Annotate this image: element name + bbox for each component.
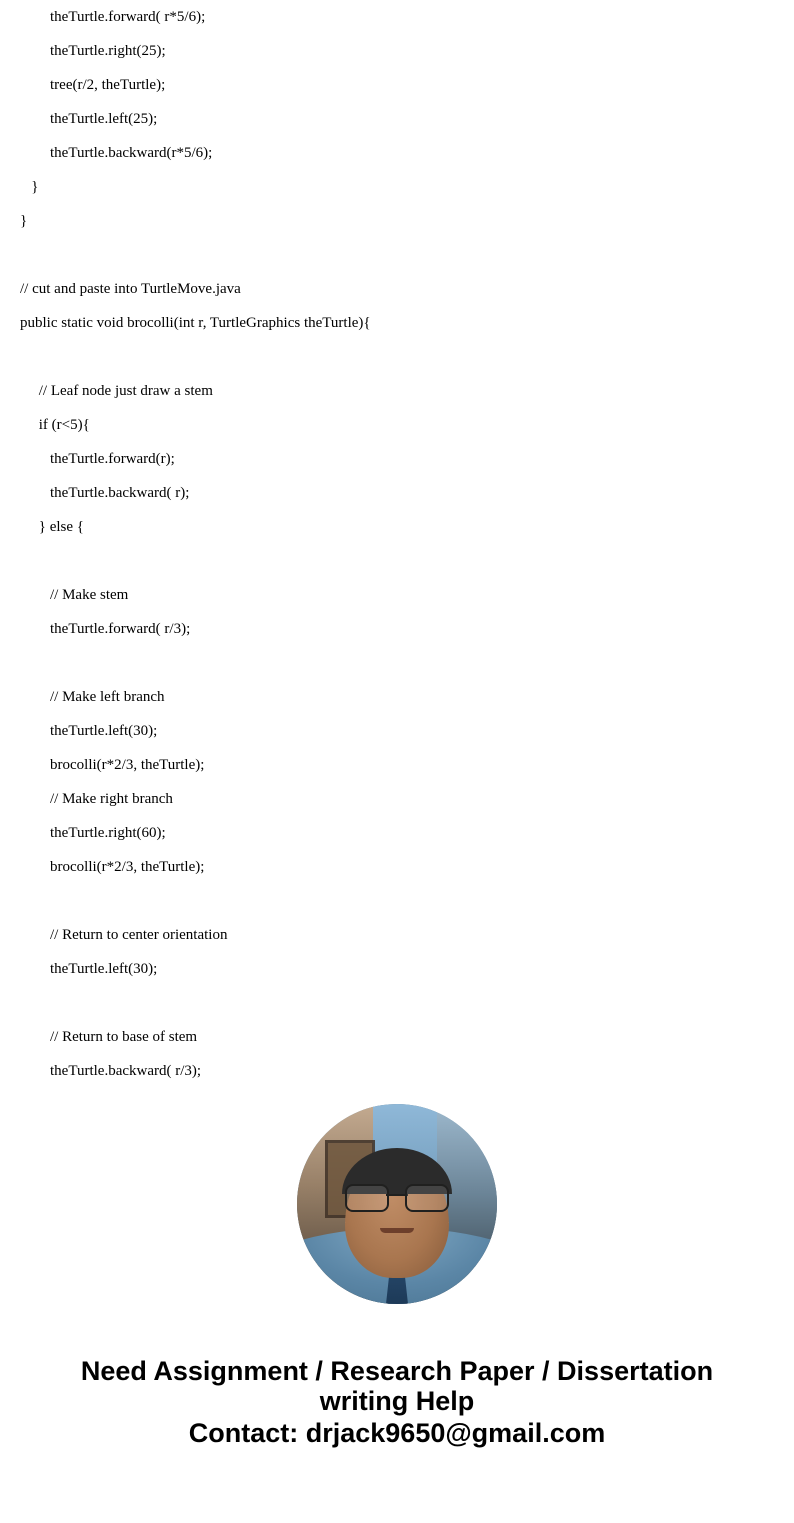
code-line: } xyxy=(20,213,28,229)
spacer xyxy=(20,238,774,272)
code-line: theTurtle.left(25); xyxy=(20,111,158,127)
code-line: } xyxy=(20,179,39,195)
code-block-top xyxy=(20,0,774,238)
code-block-body xyxy=(20,374,774,1088)
code-line: theTurtle.right(25); xyxy=(20,43,166,59)
code-line: theTurtle.left(30); xyxy=(20,961,158,977)
code-line: // Make right branch xyxy=(20,791,173,807)
code-line: theTurtle.left(30); xyxy=(20,723,158,739)
code-line: tree(r/2, theTurtle); xyxy=(20,77,166,93)
code-line: theTurtle.backward( r/3); xyxy=(20,1063,202,1079)
code-line: // Leaf node just draw a stem xyxy=(20,383,213,399)
code-line: brocolli(r*2/3, theTurtle); xyxy=(20,859,205,875)
avatar-mouth xyxy=(380,1228,414,1233)
code-line: theTurtle.forward( r*5/6); xyxy=(20,9,206,25)
code-line: // Return to base of stem xyxy=(20,1029,198,1045)
avatar xyxy=(297,1104,497,1304)
comment-cut-and-paste: // cut and paste into TurtleMove.java xyxy=(20,281,241,297)
method-signature: public static void brocolli(int r, TurtleGraphics theTurtle){ xyxy=(20,315,371,331)
code-line: theTurtle.forward(r); xyxy=(20,451,175,467)
code-line: brocolli(r*2/3, theTurtle); xyxy=(20,757,205,773)
code-line: // Make left branch xyxy=(20,689,165,705)
glasses-lens-right xyxy=(405,1184,449,1212)
promo-contact: Contact: drjack9650@gmail.com xyxy=(188,1418,606,1448)
code-line-blank xyxy=(20,544,774,578)
code-line: theTurtle.backward(r*5/6); xyxy=(20,145,213,161)
code-line: theTurtle.right(60); xyxy=(20,825,166,841)
avatar-container xyxy=(20,1104,774,1304)
code-line-blank xyxy=(20,884,774,918)
code-line: theTurtle.backward( r); xyxy=(20,485,190,501)
code-line-blank xyxy=(20,986,774,1020)
spacer xyxy=(20,340,774,374)
glasses-icon xyxy=(345,1184,449,1208)
glasses-lens-left xyxy=(345,1184,389,1212)
promo-line-2: writing Help xyxy=(319,1386,475,1416)
code-line: // Return to center orientation xyxy=(20,927,228,943)
code-line: // Make stem xyxy=(20,587,129,603)
code-line: theTurtle.forward( r/3); xyxy=(20,621,191,637)
promo-line-1: Need Assignment / Research Paper / Dissertation xyxy=(80,1356,714,1386)
code-line-blank xyxy=(20,646,774,680)
code-line: if (r<5){ xyxy=(20,417,90,433)
code-line: } else { xyxy=(20,519,84,535)
promo-banner xyxy=(20,1356,774,1448)
